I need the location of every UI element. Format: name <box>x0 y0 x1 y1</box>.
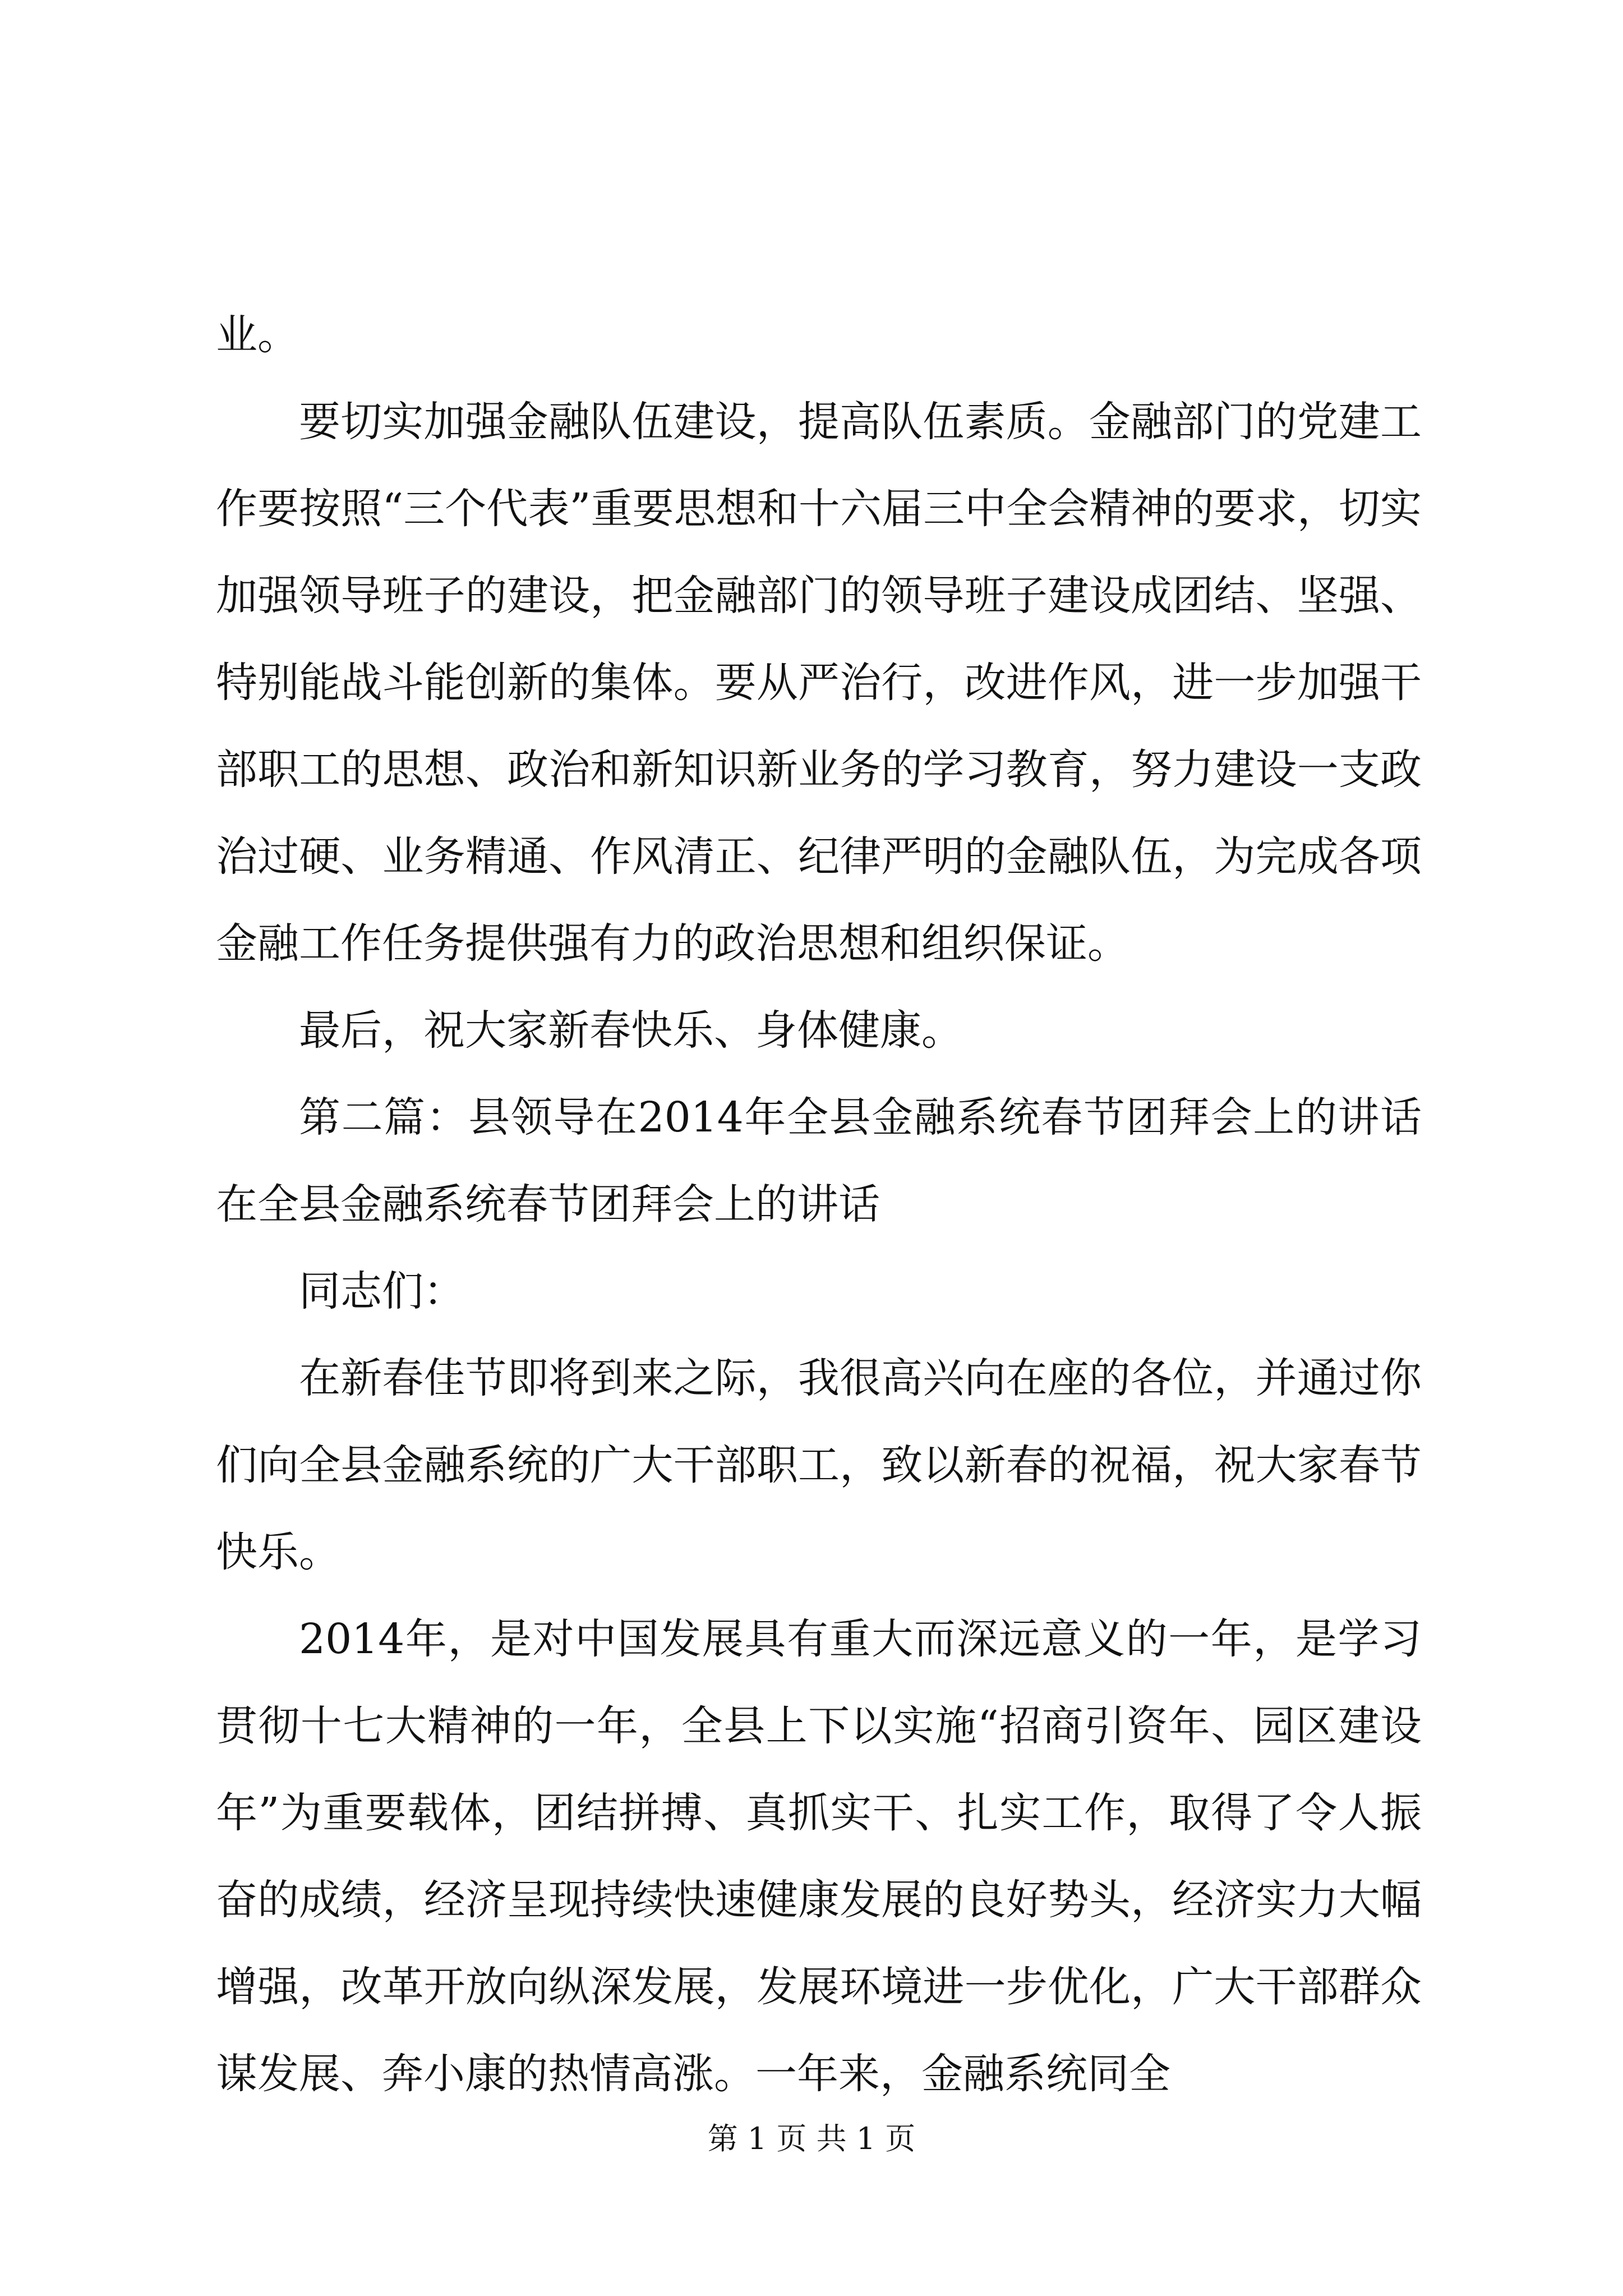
paragraph-continuation: 业。 <box>216 311 299 359</box>
page-number-footer: 第 1 页 共 1 页 <box>707 2121 916 2156</box>
section-heading: 第二篇：县领导在2014年全县金融系统春节团拜会上的讲话在全县金融系统春节团拜会上的讲话 <box>216 1093 1422 1228</box>
paragraph-greeting: 在新春佳节即将到来之际，我很高兴向在座的各位，并通过你们向全县金融系统的广大干部职工，致以新春的祝福，祝大家春节快乐。 <box>216 1354 1422 1576</box>
document-body <box>216 292 1422 2118</box>
salutation: 同志们： <box>299 1267 465 1315</box>
paragraph-year-review: 2014年，是对中国发展具有重大而深远意义的一年，是学习贯彻十七大精神的一年，全县上下以实施“招商引资年、园区建设年”为重要载体，团结拼搏、真抓实干、扎实工作，取得了令人振奋的成绩，经济呈现持续快速健康发展的良好势头，经济实力大幅增强，改革开放向纵深发展，发展环境进一步优化，广大干部群众谋发展、奔小康的热情高涨。一年来，金融系统同全 <box>216 1615 1422 2098</box>
paragraph-team-building: 要切实加强金融队伍建设，提高队伍素质。金融部门的党建工作要按照“三个代表”重要思想和十六届三中全会精神的要求，切实加强领导班子的建设，把金融部门的领导班子建设成团结、坚强、特别能战斗能创新的集体。要从严治行，改进作风，进一步加强干部职工的思想、政治和新知识新业务的学习教育，努力建设一支政治过硬、业务精通、作风清正、纪律严明的金融队伍，为完成各项金融工作任务提供强有力的政治思想和组织保证。 <box>216 398 1422 968</box>
paragraph-closing-wishes: 最后，祝大家新春快乐、身体健康。 <box>299 1006 963 1055</box>
